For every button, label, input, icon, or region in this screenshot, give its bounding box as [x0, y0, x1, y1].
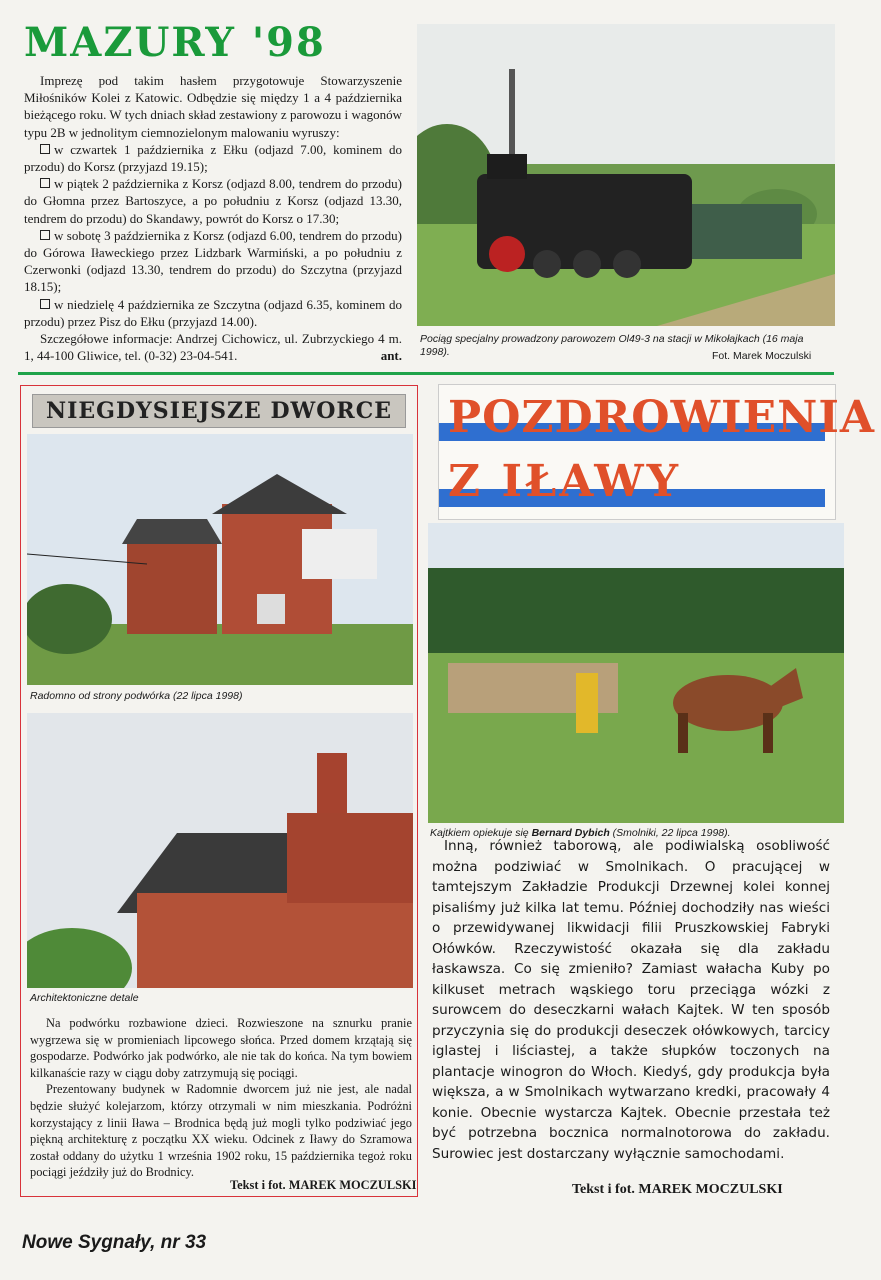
train-photo-credit: Fot. Marek Moczulski — [712, 350, 812, 362]
station-building-illustration — [27, 434, 413, 685]
architecture-photo-caption: Architektoniczne detale — [30, 992, 139, 1004]
station-photo — [27, 434, 413, 685]
mazury-item: w czwartek 1 października z Ełku (odjazd 7.00, kominem do przodu) do Korsz (przyjazd 19.15); — [24, 141, 402, 175]
station-photo-caption: Radomno od strony podwórka (22 lipca 1998) — [30, 690, 243, 702]
ilawa-heading-line2: Z IŁAWY — [448, 456, 682, 507]
horse-photo — [428, 523, 844, 823]
mazury-item: w piątek 2 października z Korsz (odjazd 8.00, tendrem do przodu) do Głomna przez Bartoszyce, a po południu z Korsz (odjazd 13.30, tendrem do przodu) do Skandawy, powrót do Korsz o 17.30; — [24, 176, 402, 226]
mazury-signature: ant. — [380, 348, 402, 364]
mazury-intro: Imprezę pod takim hasłem przygotowuje Stowarzyszenie Miłośników Kolei z Katowic. Odbędzie się między 1 a 4 października bieżącego roku. W tych dniach skład zestawiony z parowozu i wagonów typu 2B w jednolitym ciemnozielonym malowaniu wyruszy: — [24, 73, 402, 140]
horse-photo-caption: Kajtkiem opiekuje się Bernard Dybich (Smolniki, 22 lipca 1998). — [430, 827, 731, 839]
ilawa-heading-line1: POZDROWIENIA — [448, 392, 876, 443]
mazury-article-body — [24, 72, 402, 364]
train-photo-caption: Pociąg specjalny prowadzony parowozem Ol49-3 na stacji w Mikołajkach (16 maja 1998). — [420, 333, 804, 358]
mazury-info: Szczegółowe informacje: Andrzej Cichowicz, ul. Zubrzyckiego 4 m. 1, 44-100 Gliwice, tel. (0-32) 23-04-541. ant. — [24, 331, 402, 364]
horse-railway-illustration — [428, 523, 844, 823]
magazine-footer: Nowe Sygnały, nr 33 — [22, 1232, 207, 1253]
mazury-item: w niedzielę 4 października ze Szczytna (odjazd 6.35, kominem do przodu) przez Pisz do Ełku (przyjazd 14.00). — [24, 296, 402, 329]
architecture-detail-illustration — [27, 713, 413, 988]
dworce-heading: NIEGDYSIEJSZE DWORCE — [32, 394, 406, 428]
ilawa-article-body — [432, 836, 830, 1164]
article-title-mazury: MAZURY '98 — [24, 19, 326, 66]
section-divider — [18, 372, 834, 375]
caption-person-name: Bernard Dybich — [531, 827, 610, 839]
checkbox-bullet-icon — [40, 299, 50, 309]
dworce-paragraph: Na podwórku rozbawione dzieci. Rozwieszone na sznurku pranie wygrzewa się w promieniach lipcowego słońca. Przed domem krzątają się gospodarze. Podwórko jak podwórko, ale nie tak do końca. Na tym bowiem kilkanaście razy w ciągu doby zatrzymują się pociągi. — [30, 1016, 412, 1080]
train-photo — [417, 24, 835, 326]
dworce-paragraph: Prezentowany budynek w Radomnie dworcem już nie jest, ale nadal będzie służyć kolejarzom, którzy otrzymali w nim mieszkania. Podróżni korzystający z linii Iława – Brodnica będą już mogli tylko podziwiać jego piękną architekturę z początku XX wieku. Odcinek z Iławy do Szramowa został oddany do użytku 1 września 1902 roku, 15 października tegoż roku pociągi jeździły już do Brodnicy. — [30, 1082, 412, 1180]
mazury-item: w sobotę 3 października z Korsz (odjazd 6.00, tendrem do przodu) do Górowa Iławeckiego przez Lidzbark Warmiński, a po południu z Czerwonki (odjazd 13.30, tendrem do przodu) do Szczytna (przyjazd 18.15); — [24, 227, 402, 295]
checkbox-bullet-icon — [40, 178, 50, 188]
steam-locomotive-illustration — [417, 24, 835, 326]
dworce-signature: Tekst i fot. MAREK MOCZULSKI — [230, 1178, 417, 1192]
checkbox-bullet-icon — [40, 144, 50, 154]
ilawa-signature: Tekst i fot. MAREK MOCZULSKI — [572, 1182, 783, 1197]
checkbox-bullet-icon — [40, 230, 50, 240]
architecture-photo — [27, 713, 413, 988]
ilawa-paragraph: Inną, również taborową, ale podiwialską osobliwość można podziwiać w Smolnikach. O pracującej w tamtejszym Zakładzie Produkcji Drzewnej kolei konnej pisaliśmy już kilka lat temu. Później dochodziły nas wieści o przewidywanej likwidacji filii Pruszkowskiej Fabryki Ołówków. Rzeczywistość okazała się dla zakładu łaskawsza. Co się zmieniło? Zamiast wałacha Kuby po kilkuset metrach wąskiego toru przeciąga wózki z surowcem do deseczkarni wałach Kajtek. W ten sposób przyczynia się do produkcji deseczek ołówkowych, tarcicy iglastej i liściastej, a także słupków toczonych na plantacje winogron do Włoch. Kiedyś, gdy produkcja była większa, a w Smolnikach wytwarzano kredki, pracowały 4 konie. Obecnie wystarcza Kajtek. Obecnie przestała też być potrzebna bocznica normalnotorowa do zakładu. Surowiec jest dostarczany wyłącznie samochodami. — [432, 838, 830, 1162]
dworce-article-body — [30, 1015, 412, 1181]
